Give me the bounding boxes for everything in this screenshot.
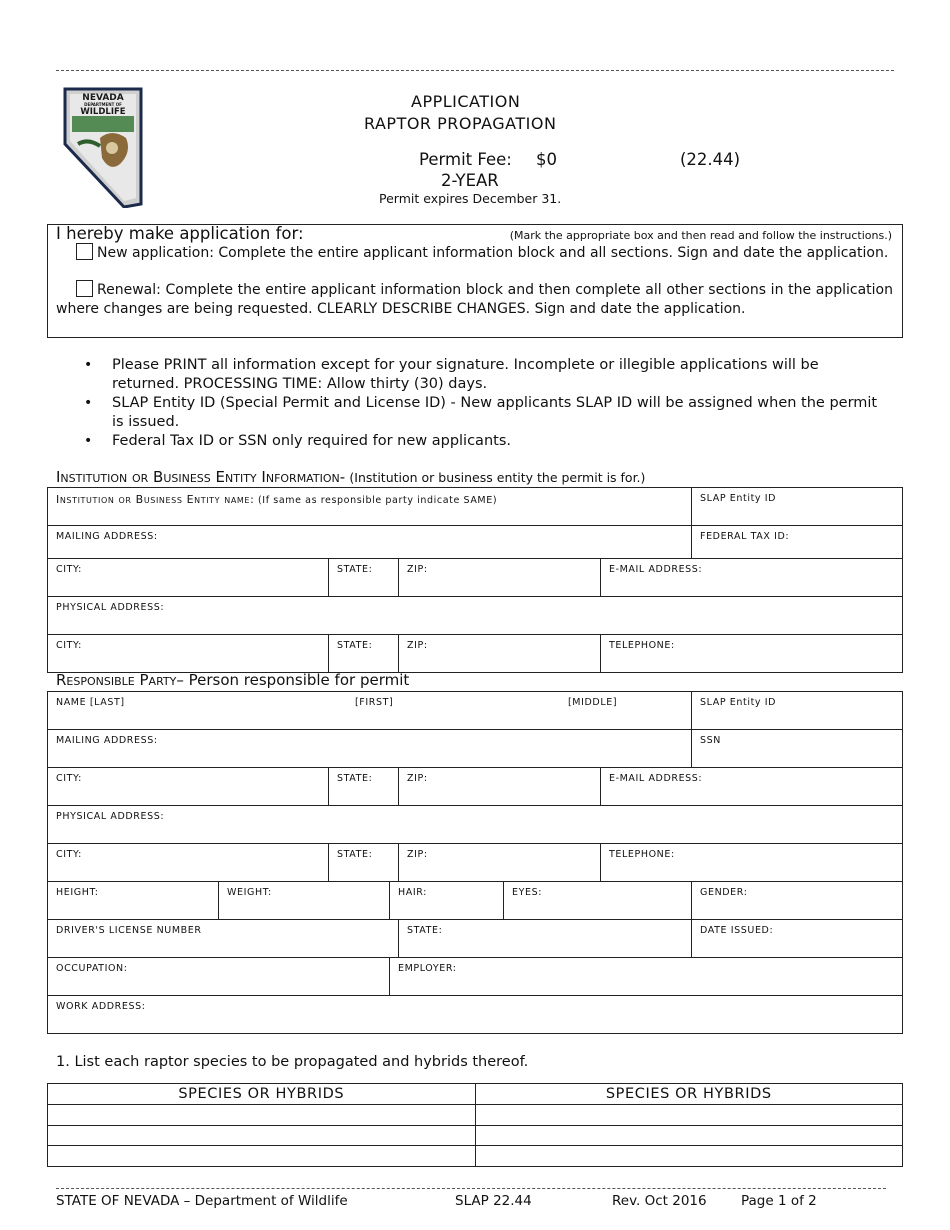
institution-slap-field[interactable] [692, 488, 903, 526]
eyes-label: EYES: [512, 887, 543, 898]
federal-tax-label: FEDERAL TAX ID: [700, 531, 790, 542]
responsible-city2-label: CITY: [56, 849, 82, 860]
institution-name-note: (If same as responsible party indicate SAME) [258, 495, 498, 506]
license-number-field[interactable] [48, 920, 399, 958]
responsible-state-label: STATE: [337, 773, 373, 784]
ssn-field[interactable] [692, 730, 903, 768]
instruction-item: • Federal Tax ID or SSN only required for new applicants. [84, 432, 884, 451]
federal-tax-field[interactable] [692, 526, 903, 559]
occupation-field[interactable] [48, 958, 390, 996]
species-cell[interactable] [475, 1146, 903, 1167]
institution-grid [47, 487, 903, 673]
institution-phone-field[interactable] [601, 635, 903, 673]
first-name-label: [FIRST] [355, 697, 394, 708]
responsible-physical-label: PHYSICAL ADDRESS: [56, 811, 165, 822]
institution-section-title [56, 468, 645, 486]
renewal-option [56, 280, 893, 319]
responsible-mailing-field[interactable] [48, 730, 692, 768]
new-application-text: New application: Complete the entire applicant information block and all sections. Sign and date the application. [97, 245, 889, 261]
svg-text:NEVADA: NEVADA [82, 93, 124, 103]
application-heading: I hereby make application for: [56, 224, 304, 243]
responsible-city-field[interactable] [48, 768, 329, 806]
new-application-checkbox[interactable] [76, 243, 93, 260]
responsible-title-suffix: – Person responsible for permit [176, 671, 410, 689]
responsible-mailing-label: MAILING ADDRESS: [56, 735, 158, 746]
application-type-box [47, 224, 903, 338]
responsible-grid [47, 691, 903, 1034]
eyes-field[interactable] [504, 882, 692, 920]
responsible-zip-field[interactable] [399, 768, 601, 806]
occupation-label: OCCUPATION: [56, 963, 128, 974]
svg-text:DEPARTMENT OF: DEPARTMENT OF [84, 102, 122, 107]
gender-label: GENDER: [700, 887, 748, 898]
weight-label: WEIGHT: [227, 887, 272, 898]
form-number: (22.44) [680, 150, 741, 169]
responsible-state-field[interactable] [329, 768, 399, 806]
renewal-text: Renewal: Complete the entire applicant information block and then complete all other sections in the application where changes are being requested. CLEARLY DESCRIBE CHANGES. Sign and date the application. [56, 282, 893, 317]
permit-term: 2-YEAR [441, 171, 499, 190]
institution-city2-field[interactable] [48, 635, 329, 673]
fee-value: $0 [536, 150, 557, 169]
responsible-slap-label: SLAP Entity ID [700, 697, 777, 708]
species-cell[interactable] [48, 1125, 476, 1146]
hair-field[interactable] [390, 882, 504, 920]
instruction-item: • Please PRINT all information except for your signature. Incomplete or illegible applications will be returned. PROCESSING TIME: Allow thirty (30) days. [84, 356, 884, 394]
height-label: HEIGHT: [56, 887, 99, 898]
institution-phone-label: TELEPHONE: [609, 640, 675, 651]
responsible-city2-field[interactable] [48, 844, 329, 882]
species-cell[interactable] [48, 1105, 476, 1126]
institution-zip2-label: ZIP: [407, 640, 428, 651]
species-table [47, 1083, 903, 1167]
institution-email-field[interactable] [601, 559, 903, 597]
responsible-email-field[interactable] [601, 768, 903, 806]
responsible-name-field[interactable] [48, 692, 692, 730]
hair-label: HAIR: [398, 887, 427, 898]
responsible-phone-label: TELEPHONE: [609, 849, 675, 860]
license-state-label: STATE: [407, 925, 443, 936]
instructions-list [84, 356, 884, 451]
institution-city2-label: CITY: [56, 640, 82, 651]
responsible-zip2-field[interactable] [399, 844, 601, 882]
responsible-state2-field[interactable] [329, 844, 399, 882]
svg-text:WILDLIFE: WILDLIFE [80, 107, 126, 117]
table-row [48, 1125, 903, 1146]
work-address-label: WORK ADDRESS: [56, 1001, 146, 1012]
height-field[interactable] [48, 882, 219, 920]
form-title: APPLICATION [411, 92, 521, 111]
institution-state2-field[interactable] [329, 635, 399, 673]
responsible-zip2-label: ZIP: [407, 849, 428, 860]
footer-revision: Rev. Oct 2016 [612, 1193, 707, 1209]
employer-field[interactable] [390, 958, 903, 996]
institution-mailing-field[interactable] [48, 526, 692, 559]
responsible-physical-field[interactable] [48, 806, 903, 844]
responsible-title: Responsible Party [56, 671, 177, 689]
institution-state2-label: STATE: [337, 640, 373, 651]
institution-name-field[interactable] [48, 488, 692, 526]
responsible-email-label: E-MAIL ADDRESS: [609, 773, 703, 784]
institution-city-label: CITY: [56, 564, 82, 575]
responsible-phone-field[interactable] [601, 844, 903, 882]
weight-field[interactable] [219, 882, 390, 920]
footer-form-number: SLAP 22.44 [455, 1193, 532, 1209]
ssn-label: SSN [700, 735, 721, 746]
institution-mailing-label: MAILING ADDRESS: [56, 531, 158, 542]
institution-zip-label: ZIP: [407, 564, 428, 575]
nevada-wildlife-logo [62, 86, 144, 208]
work-address-field[interactable] [48, 996, 903, 1034]
renewal-checkbox[interactable] [76, 280, 93, 297]
middle-name-label: [MIDDLE] [568, 697, 618, 708]
table-row [48, 1146, 903, 1167]
species-column-header: SPECIES OR HYBRIDS [48, 1084, 476, 1105]
responsible-zip-label: ZIP: [407, 773, 428, 784]
institution-state-label: STATE: [337, 564, 373, 575]
responsible-section-title [56, 671, 409, 689]
last-name-label: NAME [LAST] [56, 697, 125, 708]
footer-page-number: Page 1 of 2 [741, 1193, 817, 1209]
license-state-field[interactable] [399, 920, 692, 958]
institution-physical-label: PHYSICAL ADDRESS: [56, 602, 165, 613]
fee-label: Permit Fee: [419, 150, 512, 169]
institution-title: Institution or Business Entity Information- [56, 468, 346, 486]
application-instruction: (Mark the appropriate box and then read and follow the instructions.) [509, 229, 892, 242]
institution-note: (Institution or business entity the permit is for.) [349, 470, 646, 485]
institution-zip2-field[interactable] [399, 635, 601, 673]
footer-agency: STATE OF NEVADA – Department of Wildlife [56, 1193, 348, 1209]
gender-field[interactable] [692, 882, 903, 920]
institution-slap-label: SLAP Entity ID [700, 493, 777, 504]
institution-name-label: Institution or Business Entity name: [56, 493, 255, 506]
institution-city-field[interactable] [48, 559, 329, 597]
responsible-state2-label: STATE: [337, 849, 373, 860]
species-column-header: SPECIES OR HYBRIDS [475, 1084, 903, 1105]
permit-expiration: Permit expires December 31. [379, 191, 562, 206]
instruction-item: • SLAP Entity ID (Special Permit and License ID) - New applicants SLAP ID will be assigned when the permit is issued. [84, 394, 884, 432]
footer-rule [56, 1188, 886, 1189]
institution-email-label: E-MAIL ADDRESS: [609, 564, 703, 575]
institution-state-field[interactable] [329, 559, 399, 597]
date-issued-label: DATE ISSUED: [700, 925, 774, 936]
species-cell[interactable] [475, 1105, 903, 1126]
species-cell[interactable] [48, 1146, 476, 1167]
date-issued-field[interactable] [692, 920, 903, 958]
table-row [48, 1105, 903, 1126]
institution-zip-field[interactable] [399, 559, 601, 597]
species-question: 1. List each raptor species to be propagated and hybrids thereof. [56, 1054, 529, 1070]
responsible-slap-field[interactable] [692, 692, 903, 730]
institution-physical-field[interactable] [48, 597, 903, 635]
new-application-option [56, 243, 893, 263]
license-number-label: DRIVER'S LICENSE NUMBER [56, 925, 202, 936]
top-rule [56, 70, 894, 71]
employer-label: EMPLOYER: [398, 963, 457, 974]
species-cell[interactable] [475, 1125, 903, 1146]
form-subtitle: RAPTOR PROPAGATION [364, 114, 557, 133]
responsible-city-label: CITY: [56, 773, 82, 784]
